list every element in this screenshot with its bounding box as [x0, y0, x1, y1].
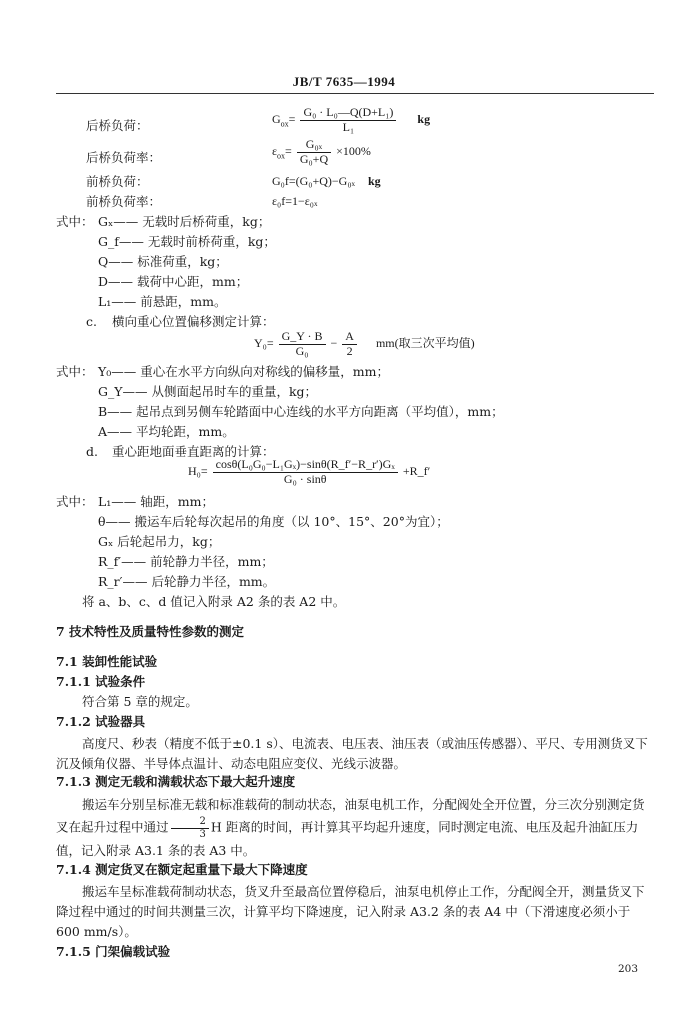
front-load-formula [272, 174, 381, 188]
legend3-line: Gₓ 后轮起吊力，kg； [98, 534, 221, 549]
section-7-1-4-title: 7.1.4 测定货叉在额定起重量下最大下降速度 [56, 862, 308, 877]
header-rule [56, 93, 654, 94]
legend3-line: θ—— 搬运车后轮每次起吊的角度（以 10°、15°、20°为宜）； [98, 514, 449, 529]
two-thirds-denominator: 3 [199, 828, 206, 840]
item-d-tail: +R_f′ [402, 464, 431, 479]
two-thirds-fraction [171, 816, 209, 840]
legend1-line: D—— 载荷中心距，mm； [98, 274, 249, 289]
rear-rate-numerator: G₀ₓ [297, 138, 331, 153]
section-7-1-5-title: 7.1.5 门架偏载试验 [56, 944, 171, 959]
item-c-marker: c. [86, 314, 97, 329]
rear-rate-fraction [297, 138, 331, 167]
two-thirds-numerator: 2 [171, 816, 209, 829]
legend3-lead: 式中： [56, 494, 94, 509]
item-c-formula [254, 330, 475, 359]
section-7-1-3-text-b: H 距离的时间，再计算其平均起升速度，同时测定电流、电压及起升油缸压力值，记入附录 A3.1 条的表 A3 中。 [56, 819, 639, 858]
section-7-1-1-text: 符合第 5 章的规定。 [82, 694, 198, 709]
legend1-line: G_f—— 无载时前桥荷重，kg； [98, 234, 276, 249]
rear-load-lhs-sub: ox [280, 119, 289, 129]
item-c-tail: mm(取三次平均值) [375, 336, 475, 351]
rear-rate-formula: $\varepsilon_{ox}=$ $\frac{\text{G₀ₓ}}{\text{G₀+Q}}$ ×100% [272, 137, 371, 166]
legend2-line: G_Y—— 从侧面起吊时车的重量，kg； [98, 384, 318, 399]
rear-load-numerator: G₀ · L₀—Q(D+L₁) [300, 106, 396, 121]
item-d-lhs: H₀= [188, 464, 208, 479]
legend2-line: Y₀—— 重心在水平方向纵向对称线的偏移量，mm； [98, 364, 389, 379]
page-number: 203 [618, 963, 639, 975]
legend3-closing: 将 a、b、c、d 值记入附录 A2 条的表 A2 中。 [82, 594, 346, 609]
item-c-denominator-2: 2 [346, 343, 353, 358]
item-c-text: 横向重心位置偏移测定计算： [112, 314, 275, 329]
legend1-line: Q—— 标准荷重，kg； [98, 254, 228, 269]
section-7-1-2-title: 7.1.2 试验器具 [56, 714, 146, 729]
section-7-1-2-text: 高度尺、秒表（精度不低于±0.1 s）、电流表、电压表、油压表（或油压传感器）、平尺、专用测货叉下沉及倾角仪器、半导体点温计、动态电阻应变仪、光线示波器。 [56, 736, 648, 771]
rear-load-eq: = [288, 112, 296, 127]
front-load-label: 前桥负荷： [86, 174, 149, 189]
item-c-lhs: Y₀= [254, 336, 274, 351]
item-c-numerator-2: A [342, 330, 357, 345]
rear-rate-tail: ×100% [336, 144, 371, 159]
rear-load-fraction [300, 106, 396, 135]
legend3-line: R_f′—— 前轮静力半径，mm； [98, 554, 274, 569]
item-c-minus: − [330, 336, 338, 351]
front-rate-label: 前桥负荷率： [86, 194, 162, 209]
item-d-formula [188, 458, 430, 487]
legend1-line: Gₓ—— 无载时后桥荷重，kg； [98, 214, 271, 229]
rear-rate-label: 后桥负荷率： [86, 150, 162, 165]
item-c-numerator-1: G_Y · B [279, 330, 326, 345]
section-7-1-3-text [56, 794, 656, 862]
legend1-lead: 式中： [56, 214, 94, 229]
rear-rate-denominator: G₀+Q [299, 151, 329, 166]
item-d-marker: d. [86, 444, 98, 459]
legend2-line: A—— 平均轮距，mm。 [98, 424, 235, 439]
rear-load-label: 后桥负荷： [86, 118, 149, 133]
rear-rate-lhs-sub: ox [277, 151, 286, 161]
legend3-line: L₁—— 轴距，mm； [98, 494, 214, 509]
item-d-fraction [213, 458, 398, 487]
item-d-text: 重心距地面垂直距离的计算： [112, 444, 275, 459]
legend2-lead: 式中： [56, 364, 94, 379]
legend2-line: B—— 起吊点到另侧车轮踏面中心连线的水平方向距离（平均值），mm； [98, 404, 504, 419]
item-d-denominator: G₀ · sinθ [283, 471, 327, 486]
item-c-fraction-2 [342, 330, 357, 359]
section-7-1-3-text-a: 搬运车分别呈标准无载和标准载荷的制动状态，油泵电机工作，分配阀处全开位置，分三次分别测定货叉在起升过程中通过 [56, 797, 645, 835]
section-7-1-title: 7.1 装卸性能试验 [56, 654, 158, 669]
item-d-numerator: cosθ(L₀G₀−L₁Gₓ)−sinθ(R_f′−R_r′)Gₓ [213, 458, 398, 473]
front-rate-formula: ε₀f=1−ε₀ₓ [272, 194, 318, 208]
section-7-title: 7 技术特性及质量特性参数的测定 [56, 624, 245, 639]
rear-load-lhs: G [272, 112, 281, 127]
item-c-fraction-1 [279, 330, 326, 359]
front-load-unit: kg [368, 174, 381, 188]
section-7-1-4-text: 搬运车呈标准载荷制动状态，货叉升至最高位置停稳后，油泵电机停止工作，分配阀全开，测量货叉下降过程中通过的时间共测量三次，计算平均下降速度，记入附录 A3.2 条的表 A4 中（下滑速度必须小于 600 mm/s）。 [56, 884, 645, 939]
item-c-denominator-1: G₀ [295, 343, 309, 358]
section-7-1-3-title: 7.1.3 测定无载和满载状态下最大起升速度 [56, 774, 296, 789]
legend3-line: R_r′—— 后轮静力半径，mm。 [98, 574, 276, 589]
rear-load-formula [272, 106, 430, 135]
rear-load-denominator: L₁ [342, 119, 355, 134]
legend1-line: L₁—— 前悬距，mm。 [98, 294, 227, 309]
section-7-1-1-title: 7.1.1 试验条件 [56, 674, 146, 689]
page-header: JB/T 7635—1994 [292, 74, 396, 89]
front-load-expression: G₀f=(G₀+Q)−G₀ₓ [272, 174, 355, 188]
rear-load-unit: kg [417, 112, 431, 127]
rear-rate-lhs: ε [272, 144, 278, 159]
